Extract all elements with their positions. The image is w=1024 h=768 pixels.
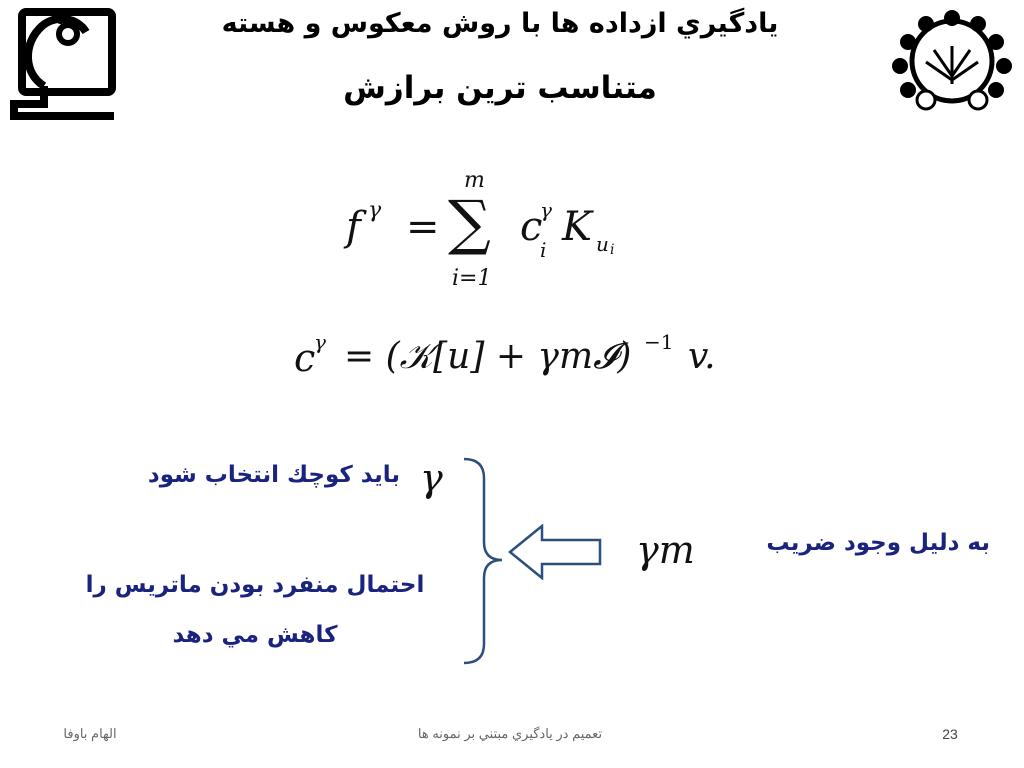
formula-c-gamma xyxy=(292,330,732,390)
right-curly-brace xyxy=(462,456,508,666)
footer-course-title: تعميم در يادگيري مبتني بر نمونه ها xyxy=(417,726,603,741)
gamma-symbol: γ xyxy=(420,456,443,500)
left-arrow-icon xyxy=(508,524,604,580)
formula-f-gamma xyxy=(340,168,660,298)
formula-K-subscript-u: u xyxy=(596,232,609,256)
singular-note-line2: كاهش مي دهد xyxy=(172,622,338,648)
formula2-v: v. xyxy=(688,336,716,377)
footer-page-number: 23 xyxy=(942,726,958,742)
slide-title-line2: متناسب ترين برازش xyxy=(343,70,657,106)
formula-K: K xyxy=(562,204,592,250)
formula-f: f xyxy=(346,204,361,250)
gamma-small-note: بايد كوچك انتخاب شود xyxy=(147,462,400,488)
formula2-exponent: −1 xyxy=(644,330,674,354)
sum-symbol: ∑ xyxy=(448,188,491,258)
formula-c-superscript-gamma: γ xyxy=(540,198,552,222)
coefficient-reason-note: به دليل وجود ضريب xyxy=(766,530,990,556)
singular-note-line1: احتمال منفرد بودن ماتريس را xyxy=(85,572,425,598)
formula2-rhs: = (𝒦[u] + γm𝓘) xyxy=(344,336,632,377)
formula-c-subscript-i: i xyxy=(540,238,547,262)
formula2-c-superscript-gamma: γ xyxy=(314,330,326,354)
formula-K-subscript-i: i xyxy=(610,242,615,258)
sum-lower-limit: i=1 xyxy=(452,266,492,291)
formula-equals: = xyxy=(406,204,440,250)
formula-c: c xyxy=(520,204,543,250)
formula2-c: c xyxy=(294,336,316,380)
formula-f-superscript-gamma: γ xyxy=(368,198,382,223)
sum-upper-limit: m xyxy=(464,168,485,193)
computer-person-logo-icon xyxy=(4,4,118,120)
university-seal-logo-icon xyxy=(886,6,1018,116)
gamma-m-symbol: γm xyxy=(636,528,695,572)
slide-title-line1: يادگيري ازداده ها با روش معكوس و هسته xyxy=(221,8,779,39)
footer-author: الهام باوفا xyxy=(63,726,117,741)
